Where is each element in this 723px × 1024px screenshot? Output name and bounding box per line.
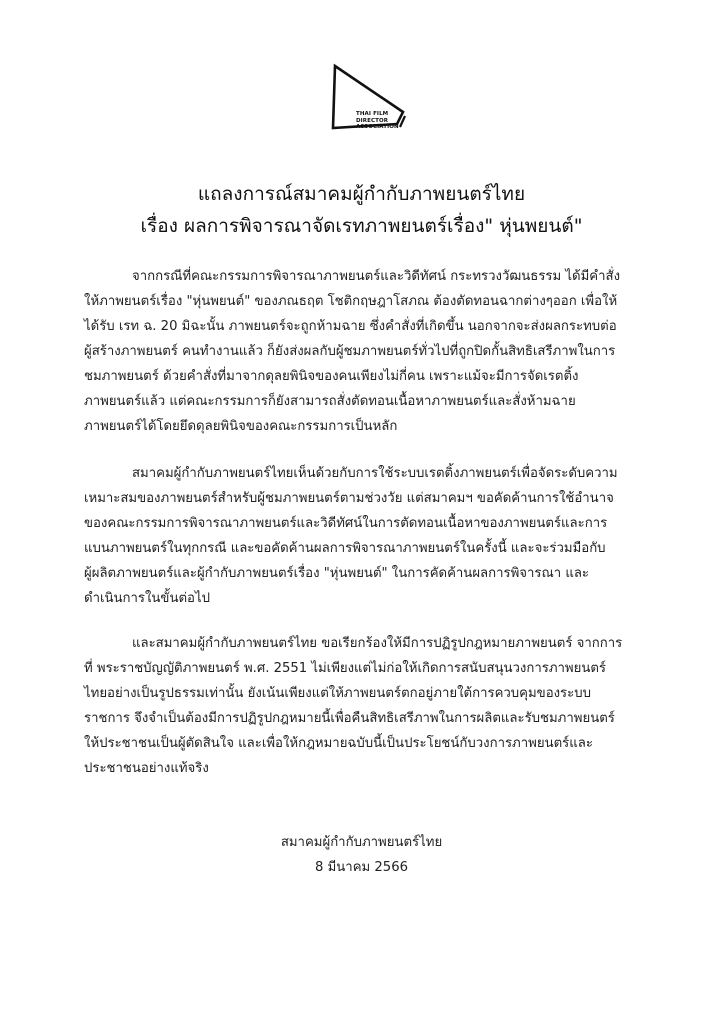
paragraph-1 xyxy=(84,264,640,439)
statement-title: แถลงการณ์สมาคมผู้กำกับภาพยนตร์ไทย xyxy=(197,183,526,205)
paragraph-line: ไทยอย่างเป็นรูปธรรมเท่านั้น ยังเน้นเพียงแต่ให้ภาพยนตร์ตกอยู่ภายใต้การควบคุมของระบบ xyxy=(84,686,591,701)
paragraph-line: ของคณะกรรมการพิจารณาภาพยนตร์และวิดีทัศน์ในการตัดทอนเนื้อหาของภาพยนตร์และการ xyxy=(84,516,608,531)
logo-text xyxy=(356,111,399,131)
paragraph-line: แบนภาพยนตร์ในทุกกรณี และขอคัดค้านผลการพิจารณาภาพยนตร์ในครั้งนี้ และจะร่วมมือกับ xyxy=(84,541,606,556)
logo-line-3: ASSOCIATION xyxy=(356,124,399,130)
paragraph-line: ให้ประชาชนเป็นผู้ตัดสินใจ และเพื่อให้กฎหมายฉบับนี้เป็นประโยชน์กับวงการภาพยนตร์และ xyxy=(84,736,593,751)
paragraph-line: ให้ภาพยนตร์เรื่อง "หุ่นพยนต์" ของภณธฤต โชติกฤษฎาโสภณ ต้องตัดทอนฉากต่างๆออก เพื่อให้ xyxy=(84,294,618,309)
paragraph-line: ราชการ จึงจำเป็นต้องมีการปฏิรูปกฎหมายนี้เพื่อคืนสิทธิเสรีภาพในการผลิตและรับชมภาพยนตร์ xyxy=(84,711,615,726)
paragraph-line: จากกรณีที่คณะกรรมการพิจารณาภาพยนตร์และวิดีทัศน์ กระทรวงวัฒนธรรม ได้มีคำสั่ง xyxy=(132,269,621,284)
statement-subject: เรื่อง ผลการพิจารณาจัดเรทภาพยนตร์เรื่อง" หุ่นพยนต์" xyxy=(140,215,583,237)
paragraph-line: ภาพยนตร์แล้ว แต่คณะกรรมการก็ยังสามารถสั่งตัดทอนเนื้อหาภาพยนตร์และสั่งห้ามฉาย xyxy=(84,394,576,409)
signature-organization: สมาคมผู้กำกับภาพยนตร์ไทย xyxy=(280,835,443,850)
paragraph-line: ภาพยนตร์ได้โดยยึดดุลยพินิจของคณะกรรมการเป็นหลัก xyxy=(84,419,398,434)
logo-line-1: THAI FILM xyxy=(356,111,389,117)
paragraph-line: ผู้ผลิตภาพยนตร์และผู้กำกับภาพยนตร์เรื่อง "หุ่นพยนต์" ในการคัดค้านผลการพิจารณา และ xyxy=(84,566,590,581)
paragraph-3 xyxy=(84,631,640,781)
paragraph-line: ที่ พระราชบัญญัติภาพยนตร์ พ.ศ. 2551 ไม่เพียงแต่ไม่ก่อให้เกิดการสนับสนุนวงการภาพยนตร์ xyxy=(84,661,607,676)
paragraph-line: ประชาชนอย่างแท้จริง xyxy=(84,761,209,776)
paragraph-line: ชมภาพยนตร์ ด้วยคำสั่งที่มาจากดุลยพินิจของคนเพียงไม่กี่คน เพราะแม้จะมีการจัดเรตติ้ง xyxy=(84,369,579,384)
signature-date: 8 มีนาคม 2566 xyxy=(315,860,408,875)
paragraph-line: เหมาะสมของภาพยนตร์สำหรับผู้ชมภาพยนตร์ตามช่วงวัย แต่สมาคมฯ ขอคัดค้านการใช้อำนาจ xyxy=(84,491,614,506)
paragraph-line: ผู้สร้างภาพยนตร์ คนทำงานแล้ว ก็ยังส่งผลกับผู้ชมภาพยนตร์ทั่วไปที่ถูกปิดกั้นสิทธิเสรีภาพในการ xyxy=(84,344,616,359)
logo-line-2: DIRECTOR xyxy=(356,117,389,124)
paragraph-line: ดำเนินการในขั้นต่อไป xyxy=(84,591,210,606)
paragraph-2 xyxy=(84,461,640,611)
paragraph-line: ได้รับ เรท ฉ. 20 มิฉะนั้น ภาพยนตร์จะถูกห้ามฉาย ซึ่งคำสั่งที่เกิดขึ้น นอกจากจะส่งผลกระทบต่อ xyxy=(84,319,617,334)
paragraph-line: และสมาคมผู้กำกับภาพยนตร์ไทย ขอเรียกร้องให้มีการปฏิรูปกฎหมายภาพยนตร์ จากการ xyxy=(132,636,623,651)
paragraph-line: สมาคมผู้กำกับภาพยนตร์ไทยเห็นด้วยกับการใช้ระบบเรตติ้งภาพยนตร์เพื่อจัดระดับความ xyxy=(132,466,618,481)
